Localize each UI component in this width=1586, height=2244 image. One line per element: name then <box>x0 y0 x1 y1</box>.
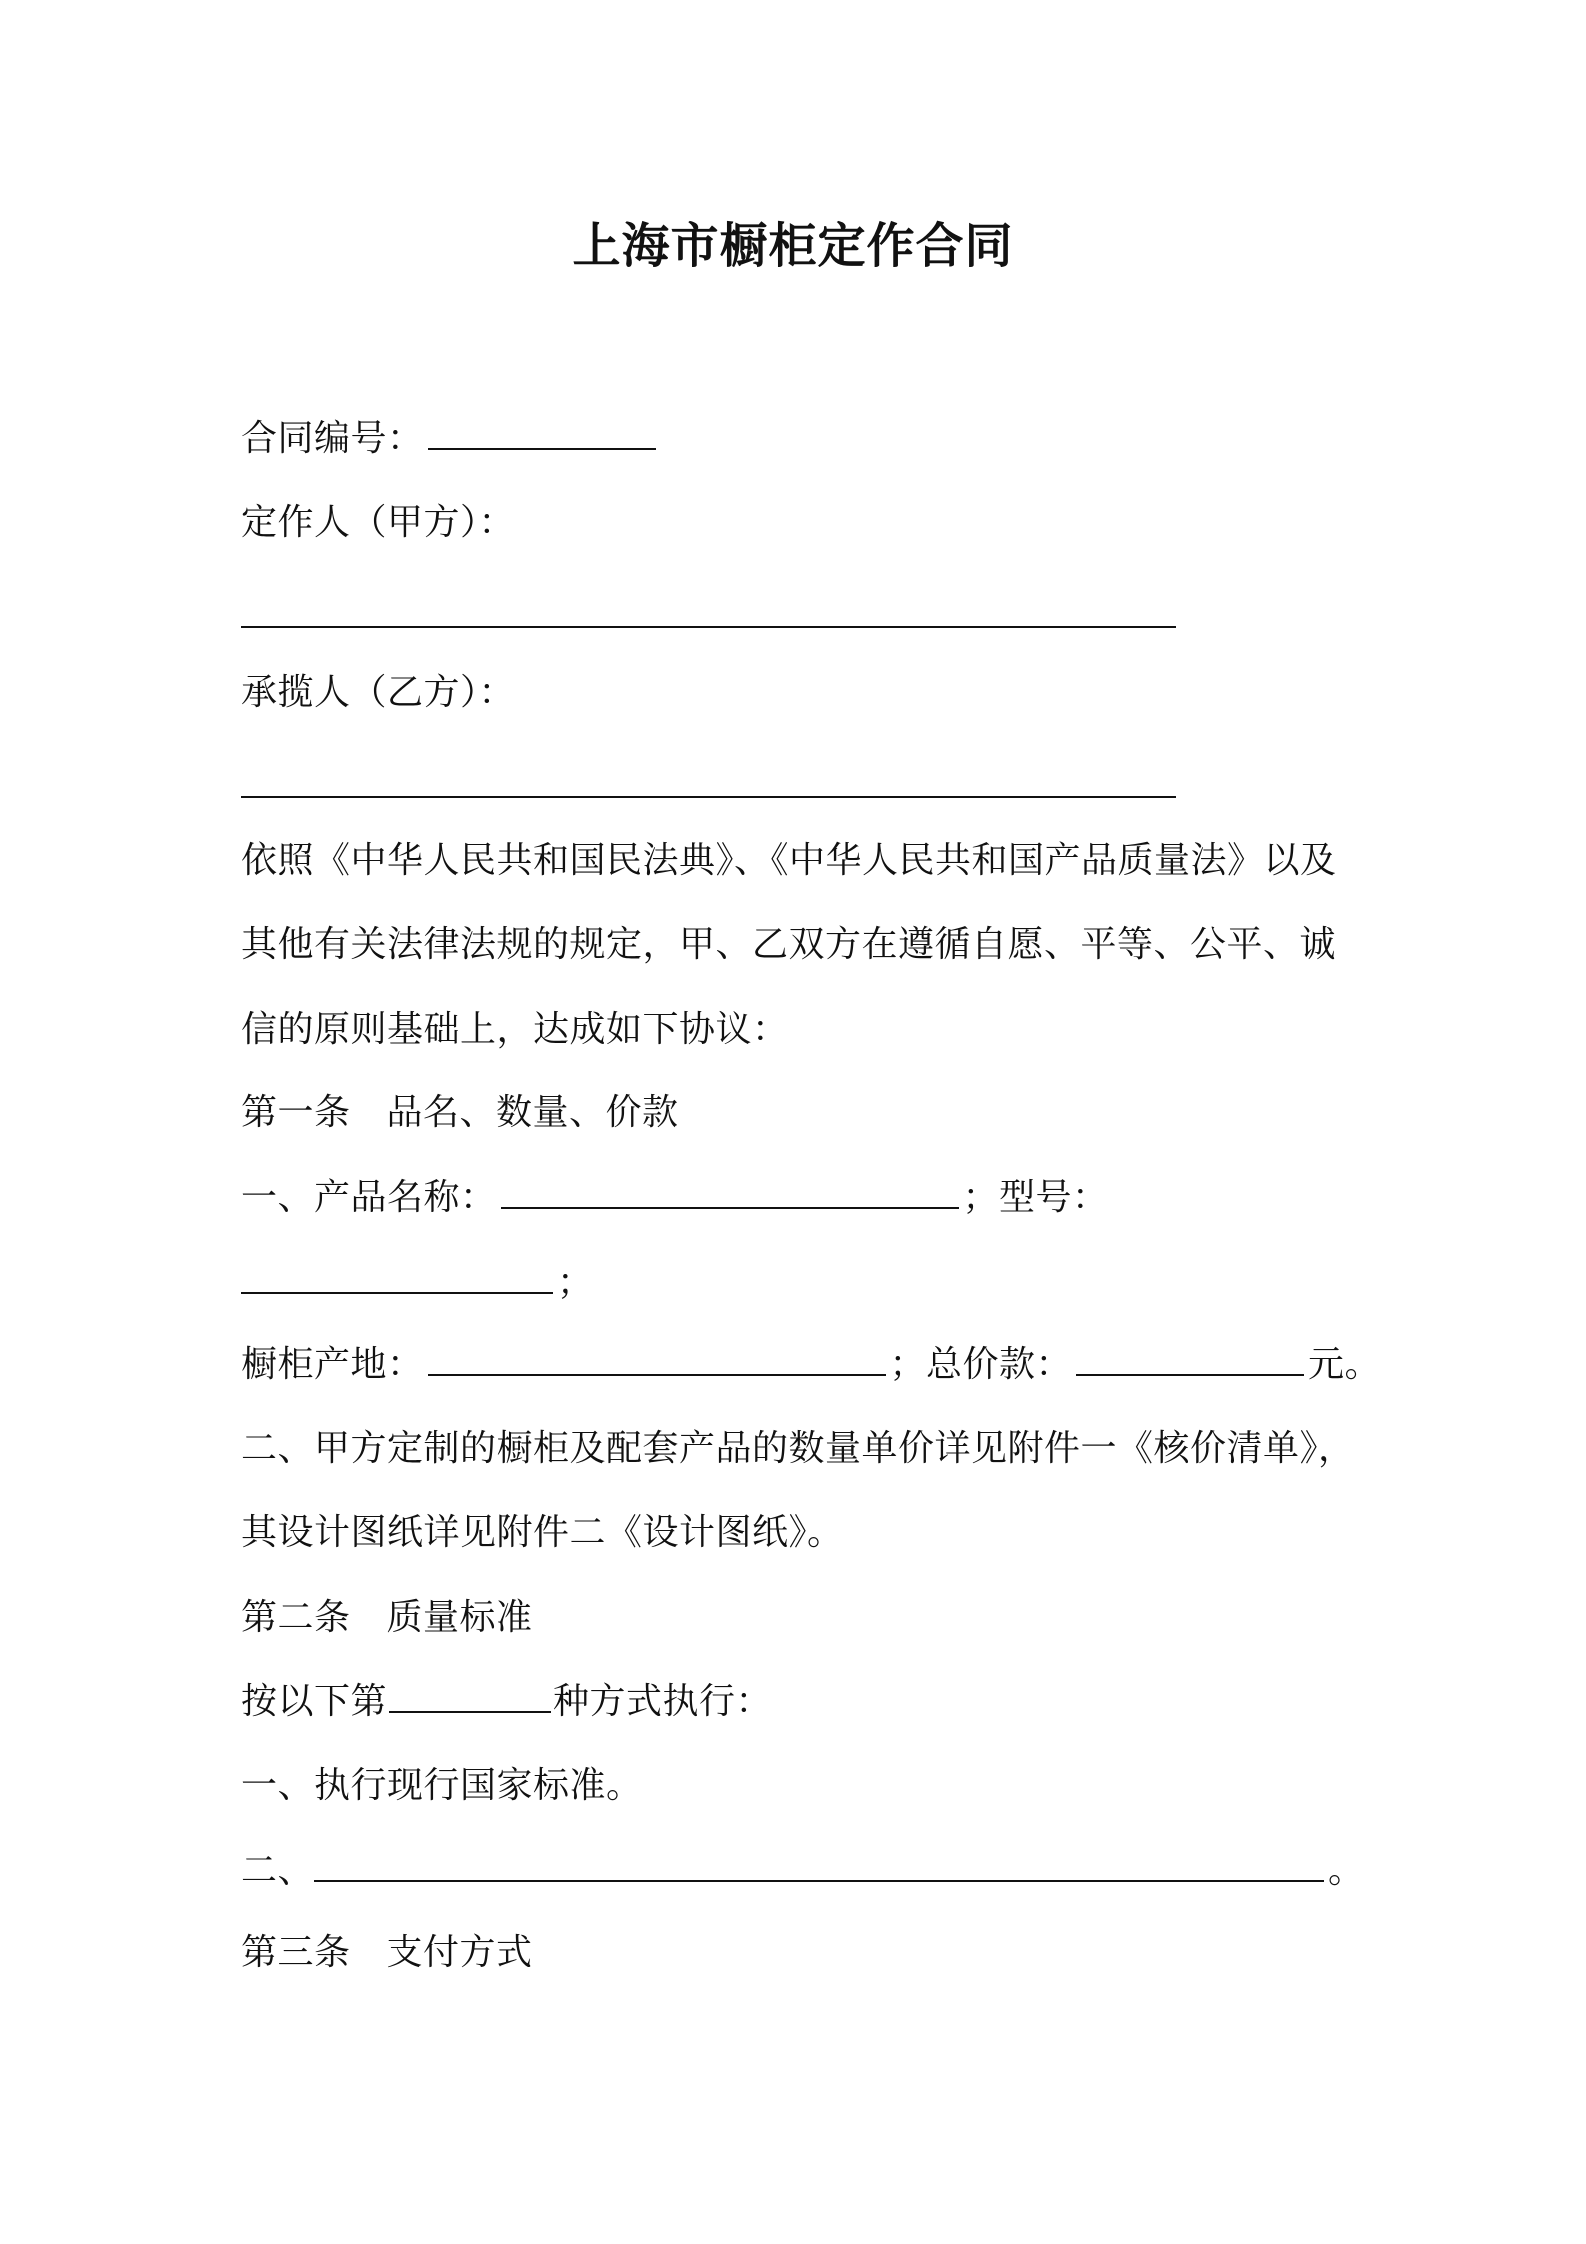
model-row <box>241 1258 594 1308</box>
article-1-heading <box>241 1088 679 1138</box>
item-2-line-1: 二、甲方定制的橱柜及配套产品的数量单价详见附件一《核价清单》， <box>241 1428 1355 1469</box>
article-2-title: 质量标准 <box>386 1597 533 1638</box>
total-price-unit: 元。 <box>1308 1344 1382 1385</box>
quality-option-1: 一、执行现行国家标准。 <box>241 1765 643 1806</box>
article-1-title: 品名、数量、价款 <box>386 1092 679 1133</box>
product-name-blank <box>501 1173 959 1209</box>
item-2-line-2: 其设计图纸详见附件二《设计图纸》。 <box>241 1512 844 1553</box>
article-2-heading <box>241 1593 533 1643</box>
option-2-blank <box>314 1846 1324 1882</box>
contract-number-row <box>241 414 660 464</box>
origin-separator: ； <box>889 1344 927 1385</box>
article-2-number: 第二条 <box>241 1597 351 1638</box>
model-label: 型号： <box>999 1177 1109 1218</box>
party-a-label: 定作人（甲方）： <box>241 502 516 543</box>
article-3-heading <box>241 1928 533 1978</box>
origin-price-row <box>241 1340 1381 1390</box>
preamble-line-2: 其他有关法律法规的规定，甲、乙双方在遵循自愿、平等、公平、诚 <box>241 924 1337 965</box>
article-3-number: 第三条 <box>241 1932 351 1973</box>
option-2-suffix: 。 <box>1328 1850 1365 1891</box>
total-price-blank <box>1076 1340 1304 1376</box>
origin-label: 橱柜产地： <box>241 1344 424 1385</box>
article-3-title: 支付方式 <box>386 1932 533 1973</box>
model-blank <box>241 1258 553 1294</box>
preamble-line-3: 信的原则基础上，达成如下协议： <box>241 1009 789 1050</box>
product-name-row <box>241 1173 1109 1223</box>
product-name-label: 一、产品名称： <box>241 1177 497 1218</box>
model-end: ； <box>557 1262 594 1303</box>
contract-number-blank <box>428 414 656 450</box>
contract-number-label: 合同编号： <box>241 418 424 459</box>
origin-blank <box>428 1340 886 1376</box>
method-blank <box>389 1677 551 1713</box>
article-1-number: 第一条 <box>241 1092 351 1133</box>
party-b-blank <box>241 796 1176 798</box>
preamble-line-1: 依照《中华人民共和国民法典》、《中华人民共和国产品质量法》以及 <box>241 840 1337 881</box>
quality-method-row <box>241 1677 772 1727</box>
party-a-blank <box>241 626 1176 628</box>
total-price-label: 总价款： <box>926 1344 1073 1385</box>
model-separator: ； <box>962 1177 1000 1218</box>
document-title: 上海市橱柜定作合同 <box>572 218 1014 274</box>
method-suffix: 种方式执行： <box>553 1681 773 1722</box>
quality-option-2-row <box>241 1846 1365 1896</box>
method-prefix: 按以下第 <box>241 1681 388 1722</box>
party-b-label: 承揽人（乙方）： <box>241 672 516 713</box>
option-2-prefix: 二、 <box>241 1850 315 1891</box>
